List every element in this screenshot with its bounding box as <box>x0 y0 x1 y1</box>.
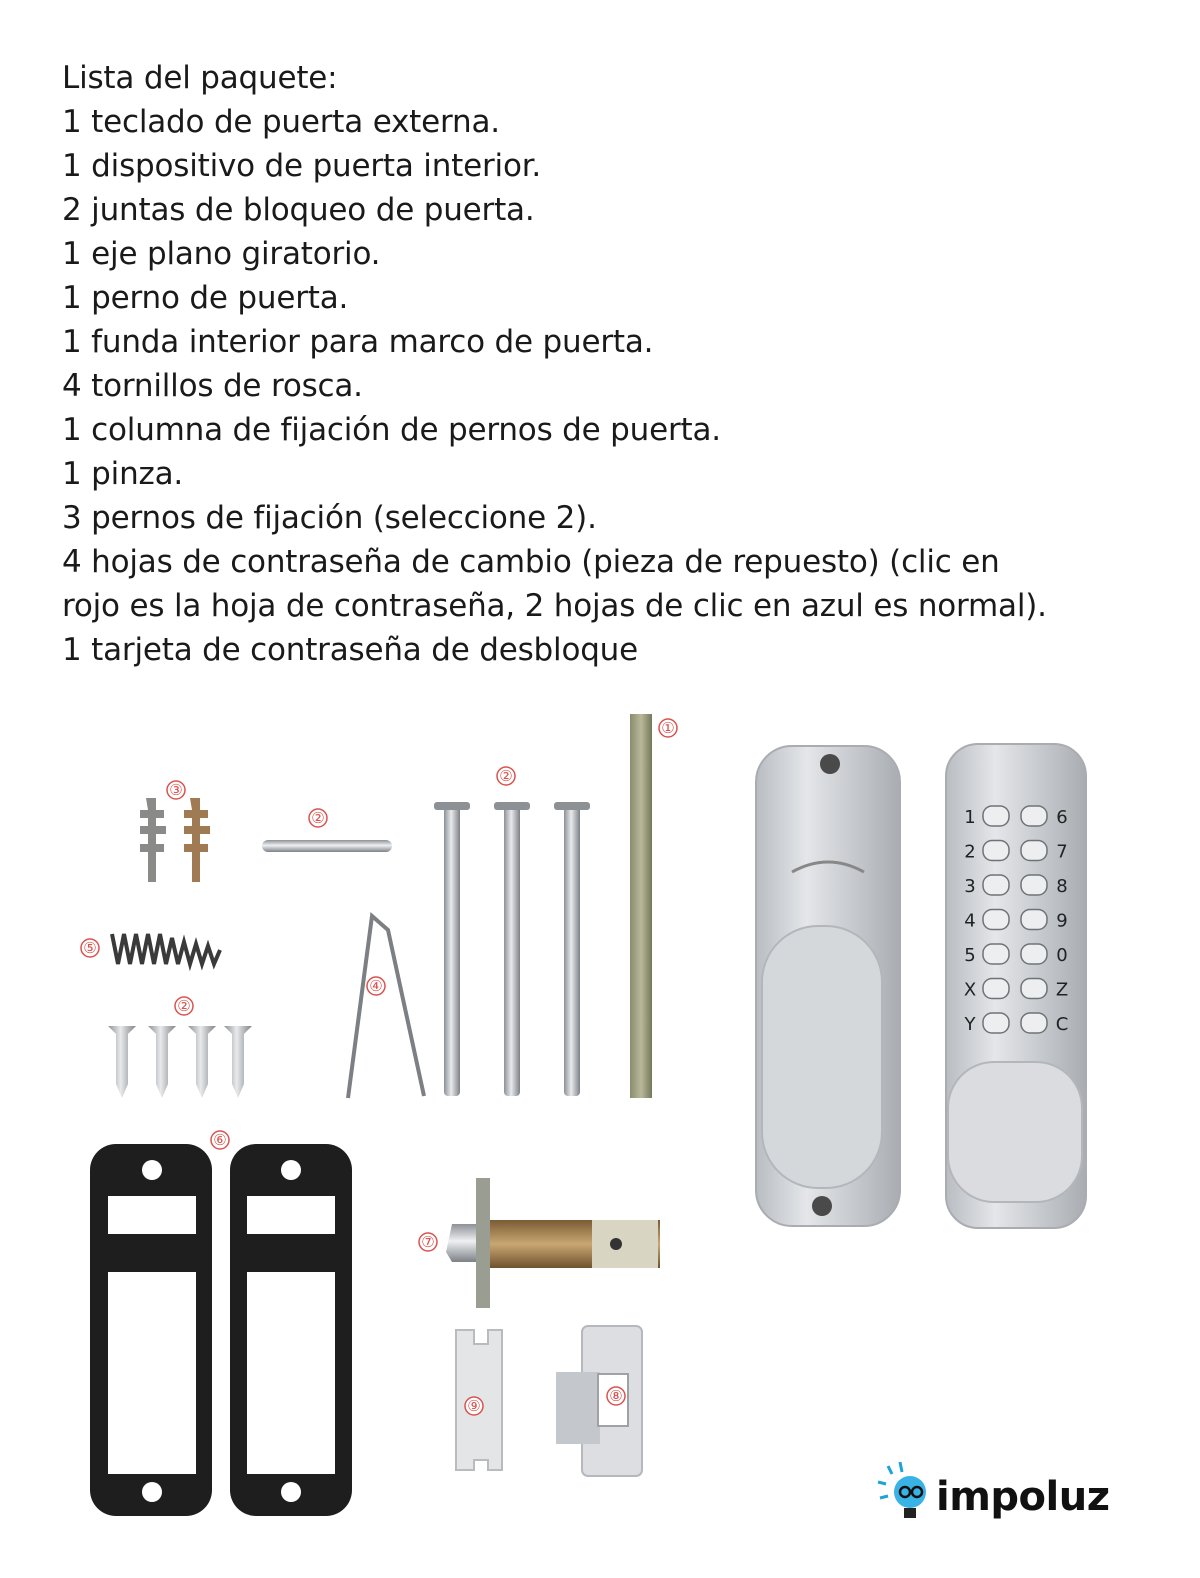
keypad-label-right: C <box>1055 1014 1069 1035</box>
door-gaskets <box>90 1144 352 1516</box>
package-list-item: 2 juntas de bloqueo de puerta. <box>62 192 535 228</box>
keypad-button-left <box>983 944 1009 964</box>
keypad-button-right <box>1021 875 1047 895</box>
latch-bolt <box>446 1178 660 1308</box>
marker-tweezers: ④ <box>369 977 383 995</box>
package-list <box>62 56 1162 672</box>
package-list-item: 3 pernos de fijación (seleccione 2). <box>62 500 597 536</box>
marker-gaskets: ⑥ <box>213 1131 227 1149</box>
tweezers <box>348 916 424 1098</box>
keypad-label-left: 1 <box>964 807 976 828</box>
brand-name: impoluz <box>936 1474 1110 1520</box>
keypad-button-right <box>1021 979 1047 999</box>
keypad-label-left: X <box>963 979 977 1001</box>
package-list-title: Lista del paquete: <box>62 60 338 96</box>
marker-clips: ③ <box>169 781 183 799</box>
marker-sleeve: ⑨ <box>467 1397 481 1415</box>
door-pin <box>262 840 392 852</box>
package-list-item: 1 eje plano giratorio. <box>62 236 381 272</box>
marker-strike_plate: ⑧ <box>609 1387 623 1405</box>
package-list-item: 1 teclado de puerta externa. <box>62 104 500 140</box>
package-list-item: 1 perno de puerta. <box>62 280 349 316</box>
package-list-item: 1 tarjeta de contraseña de desbloque <box>62 632 639 668</box>
package-list-item: 1 pinza. <box>62 456 184 492</box>
keypad-label-left: Y <box>964 1014 976 1035</box>
marker-shaft: ① <box>661 719 675 737</box>
fixing-rods <box>434 802 590 1096</box>
keypad-button-right <box>1021 910 1047 930</box>
keypad-label-left: 2 <box>964 841 976 863</box>
marker-screws: ② <box>177 997 191 1015</box>
wood-screws <box>108 1026 252 1098</box>
keypad-button-right <box>1021 944 1047 964</box>
keypad-button-left <box>983 979 1009 999</box>
strike-plate <box>556 1326 642 1476</box>
clip-pins <box>140 798 210 882</box>
keypad-label-right: 6 <box>1056 807 1068 828</box>
spring <box>112 934 220 964</box>
keypad-button-right <box>1021 1013 1047 1033</box>
package-list-item: 4 hojas de contraseña de cambio (pieza de repuesto) (clic en <box>62 544 1000 580</box>
package-list-item: 1 columna de fijación de pernos de puerta. <box>62 412 721 448</box>
keypad-label-right: 9 <box>1056 910 1068 932</box>
keypad-label-left: 5 <box>964 945 976 966</box>
marker-pin: ② <box>311 809 325 827</box>
brand-logo <box>876 1462 1116 1532</box>
keypad-label-right: 7 <box>1056 841 1068 863</box>
package-list-item: 1 funda interior para marco de puerta. <box>62 324 654 360</box>
keypad-button-left <box>983 1013 1009 1033</box>
marker-rods: ② <box>499 767 513 785</box>
keypad-button-left <box>983 806 1009 826</box>
keypad-label-right: 0 <box>1056 945 1068 966</box>
lightbulb-with-glasses-icon <box>876 1462 936 1532</box>
keypad-button-left <box>983 841 1009 861</box>
package-list-item: 1 dispositivo de puerta interior. <box>62 148 542 184</box>
flat-spindle-shaft <box>630 714 652 1098</box>
keypad-label-right: 8 <box>1056 876 1068 897</box>
keypad-button-left <box>983 875 1009 895</box>
keypad-label-right: Z <box>1055 979 1069 1001</box>
package-list-item: 4 tornillos de rosca. <box>62 368 363 404</box>
keypad-button-left <box>983 910 1009 930</box>
keypad-label-left: 4 <box>964 910 976 932</box>
package-list-item: rojo es la hoja de contraseña, 2 hojas de clic en azul es normal). <box>62 588 1047 624</box>
inner-door-device <box>756 746 900 1226</box>
marker-latch: ⑦ <box>421 1233 435 1251</box>
keypad-label-left: 3 <box>964 876 976 897</box>
keypad-button-right <box>1021 841 1047 861</box>
parts-illustration <box>0 690 1200 1578</box>
keypad-button-right <box>1021 806 1047 826</box>
marker-spring: ⑤ <box>83 939 97 957</box>
